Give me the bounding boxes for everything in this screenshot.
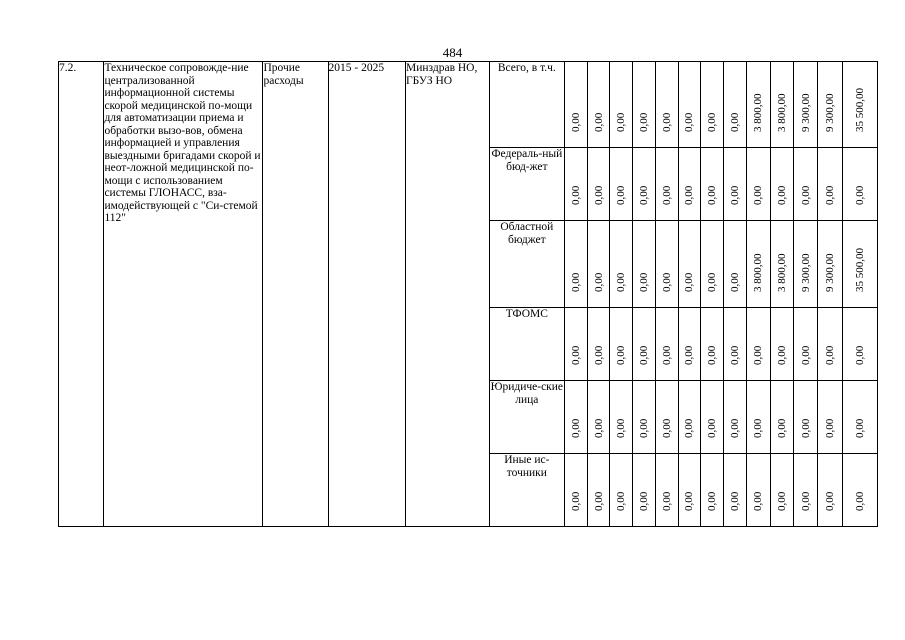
funding-value: 0,00 bbox=[728, 418, 741, 438]
funding-value: 0,00 bbox=[728, 345, 741, 365]
funding-value-cell bbox=[818, 148, 843, 221]
funding-value-cell bbox=[818, 454, 843, 527]
funding-value: 0,00 bbox=[592, 491, 605, 511]
funding-value: 0,00 bbox=[799, 491, 812, 511]
funding-source: Федераль-ный бюд-жет bbox=[489, 148, 564, 221]
funding-value: 0,00 bbox=[823, 491, 836, 511]
funding-value-cell bbox=[701, 454, 724, 527]
funding-value: 0,00 bbox=[752, 491, 765, 511]
funding-value-cell bbox=[724, 454, 747, 527]
funding-value: 0,00 bbox=[706, 112, 719, 132]
funding-value: 0,00 bbox=[569, 345, 582, 365]
funding-value: 0,00 bbox=[775, 418, 788, 438]
funding-value: 0,00 bbox=[592, 345, 605, 365]
funding-value: 0,00 bbox=[660, 345, 673, 365]
funding-value-cell bbox=[587, 381, 610, 454]
funding-value-cell bbox=[565, 62, 588, 148]
funding-value: 0,00 bbox=[706, 418, 719, 438]
funding-value-cell bbox=[655, 221, 678, 308]
funding-source: Всего, в т.ч. bbox=[489, 62, 564, 148]
expense-type: Прочие расходы bbox=[263, 62, 328, 527]
funding-value: 0,00 bbox=[569, 185, 582, 205]
funding-value-cell bbox=[610, 148, 633, 221]
funding-value-cell bbox=[842, 454, 877, 527]
funding-value: 0,00 bbox=[683, 272, 696, 292]
funding-value: 0,00 bbox=[706, 185, 719, 205]
funding-value-cell bbox=[633, 454, 656, 527]
funding-value-cell bbox=[678, 308, 701, 381]
funding-value-cell bbox=[794, 308, 818, 381]
funding-value: 0,00 bbox=[615, 491, 628, 511]
funding-value: 0,00 bbox=[683, 418, 696, 438]
funding-value-cell bbox=[565, 148, 588, 221]
funding-value: 0,00 bbox=[853, 491, 866, 511]
funding-value-cell bbox=[587, 62, 610, 148]
funding-value: 0,00 bbox=[775, 491, 788, 511]
funding-value: 0,00 bbox=[638, 185, 651, 205]
funding-value-cell bbox=[842, 308, 877, 381]
page-number: 484 bbox=[442, 45, 463, 60]
funding-value: 0,00 bbox=[706, 491, 719, 511]
funding-value-cell bbox=[610, 62, 633, 148]
funding-value: 0,00 bbox=[728, 272, 741, 292]
funding-value: 0,00 bbox=[638, 272, 651, 292]
funding-value-cell bbox=[701, 62, 724, 148]
funding-value: 0,00 bbox=[615, 345, 628, 365]
funding-value-cell bbox=[724, 62, 747, 148]
funding-value: 0,00 bbox=[569, 491, 582, 511]
funding-table bbox=[58, 61, 878, 527]
funding-value: 0,00 bbox=[823, 345, 836, 365]
funding-value: 3 800,00 bbox=[752, 253, 765, 292]
funding-value: 0,00 bbox=[638, 112, 651, 132]
funding-value-cell bbox=[701, 221, 724, 308]
funding-value-cell bbox=[701, 381, 724, 454]
funding-value: 9 300,00 bbox=[823, 93, 836, 132]
funding-value-cell bbox=[818, 62, 843, 148]
funding-value: 0,00 bbox=[683, 112, 696, 132]
funding-value-cell bbox=[610, 308, 633, 381]
funding-value: 3 800,00 bbox=[775, 253, 788, 292]
funding-source: Юридиче-ские лица bbox=[489, 381, 564, 454]
funding-value: 0,00 bbox=[853, 345, 866, 365]
funding-value-cell bbox=[724, 381, 747, 454]
funding-value: 35 500,00 bbox=[853, 248, 866, 292]
funding-value: 0,00 bbox=[752, 345, 765, 365]
funding-value-cell bbox=[565, 308, 588, 381]
funding-source: ТФОМС bbox=[489, 308, 564, 381]
funding-value: 0,00 bbox=[569, 112, 582, 132]
funding-value: 0,00 bbox=[660, 272, 673, 292]
funding-value: 0,00 bbox=[728, 491, 741, 511]
funding-value: 0,00 bbox=[615, 112, 628, 132]
program-name: Техническое сопровожде-ние централизованной информационной системы скорой медицинской по-мощи для автоматизации приема и обработки вызо-вов, обмена информацией и управления выездными бригадами скорой и неот-ложной медицинской по-мощи с использованием системы ГЛОНАСС, вза-имодействующей с "Си-стемой 112" bbox=[104, 62, 263, 527]
funding-value-cell bbox=[701, 308, 724, 381]
funding-value-cell bbox=[770, 308, 794, 381]
funding-value-cell bbox=[587, 454, 610, 527]
funding-value: 0,00 bbox=[592, 272, 605, 292]
funding-value: 0,00 bbox=[823, 185, 836, 205]
funding-value: 9 300,00 bbox=[799, 93, 812, 132]
funding-value: 0,00 bbox=[853, 418, 866, 438]
funding-value-cell bbox=[842, 221, 877, 308]
funding-table-body bbox=[59, 62, 878, 527]
funding-value-cell bbox=[724, 221, 747, 308]
funding-value-cell bbox=[842, 148, 877, 221]
funding-value-cell bbox=[794, 454, 818, 527]
funding-value-cell bbox=[746, 62, 770, 148]
funding-value-cell bbox=[770, 148, 794, 221]
funding-value-cell bbox=[724, 308, 747, 381]
funding-value: 0,00 bbox=[683, 185, 696, 205]
funding-value: 0,00 bbox=[592, 418, 605, 438]
funding-value-cell bbox=[655, 381, 678, 454]
funding-value: 0,00 bbox=[615, 272, 628, 292]
funding-value: 0,00 bbox=[799, 185, 812, 205]
funding-value-cell bbox=[701, 148, 724, 221]
program-number: 7.2. bbox=[59, 62, 104, 527]
funding-value: 0,00 bbox=[615, 185, 628, 205]
funding-value: 0,00 bbox=[853, 185, 866, 205]
funding-value-cell bbox=[746, 454, 770, 527]
funding-value-cell bbox=[633, 148, 656, 221]
funding-value: 0,00 bbox=[592, 185, 605, 205]
funding-value: 0,00 bbox=[775, 345, 788, 365]
funding-value-cell bbox=[818, 308, 843, 381]
funding-value-cell bbox=[770, 221, 794, 308]
funding-value-cell bbox=[770, 62, 794, 148]
funding-value: 9 300,00 bbox=[799, 253, 812, 292]
funding-value: 0,00 bbox=[752, 185, 765, 205]
funding-value-cell bbox=[794, 381, 818, 454]
funding-value-cell bbox=[746, 381, 770, 454]
funding-value-cell bbox=[842, 381, 877, 454]
funding-value-cell bbox=[678, 148, 701, 221]
funding-value: 0,00 bbox=[706, 345, 719, 365]
funding-value: 0,00 bbox=[638, 418, 651, 438]
funding-value-cell bbox=[770, 454, 794, 527]
funding-value: 0,00 bbox=[660, 112, 673, 132]
funding-value: 0,00 bbox=[638, 345, 651, 365]
funding-value-cell bbox=[678, 381, 701, 454]
funding-value: 35 500,00 bbox=[853, 88, 866, 132]
funding-value-cell bbox=[818, 381, 843, 454]
funding-value-cell bbox=[633, 62, 656, 148]
funding-value: 0,00 bbox=[752, 418, 765, 438]
funding-value-cell bbox=[818, 221, 843, 308]
funding-value-cell bbox=[842, 62, 877, 148]
funding-value-cell bbox=[678, 221, 701, 308]
funding-value-cell bbox=[610, 221, 633, 308]
funding-value-cell bbox=[724, 148, 747, 221]
funding-value: 0,00 bbox=[569, 418, 582, 438]
table-row bbox=[59, 62, 878, 148]
funding-value-cell bbox=[565, 454, 588, 527]
funding-value: 0,00 bbox=[799, 345, 812, 365]
funding-value-cell bbox=[655, 308, 678, 381]
funding-value: 0,00 bbox=[660, 491, 673, 511]
funding-source: Областной бюджет bbox=[489, 221, 564, 308]
funding-value-cell bbox=[587, 221, 610, 308]
program-executor: Минздрав НО, ГБУЗ НО bbox=[406, 62, 490, 527]
funding-source: Иные ис-точники bbox=[489, 454, 564, 527]
funding-value: 0,00 bbox=[638, 491, 651, 511]
funding-value-cell bbox=[565, 381, 588, 454]
funding-value: 0,00 bbox=[799, 418, 812, 438]
funding-value-cell bbox=[678, 62, 701, 148]
funding-value: 0,00 bbox=[775, 185, 788, 205]
funding-value-cell bbox=[655, 454, 678, 527]
program-period: 2015 - 2025 bbox=[328, 62, 405, 527]
funding-value: 9 300,00 bbox=[823, 253, 836, 292]
funding-value-cell bbox=[633, 221, 656, 308]
funding-value-cell bbox=[587, 148, 610, 221]
funding-value-cell bbox=[794, 62, 818, 148]
funding-value: 0,00 bbox=[615, 418, 628, 438]
funding-value-cell bbox=[770, 381, 794, 454]
funding-value: 0,00 bbox=[728, 112, 741, 132]
funding-value-cell bbox=[746, 148, 770, 221]
funding-value-cell bbox=[633, 381, 656, 454]
funding-value-cell bbox=[655, 62, 678, 148]
funding-value: 0,00 bbox=[823, 418, 836, 438]
funding-value-cell bbox=[610, 381, 633, 454]
funding-value-cell bbox=[655, 148, 678, 221]
funding-value-cell bbox=[794, 148, 818, 221]
funding-value: 0,00 bbox=[660, 418, 673, 438]
funding-value-cell bbox=[610, 454, 633, 527]
funding-value: 0,00 bbox=[728, 185, 741, 205]
funding-value-cell bbox=[678, 454, 701, 527]
funding-value: 3 800,00 bbox=[775, 93, 788, 132]
funding-value: 0,00 bbox=[660, 185, 673, 205]
funding-value: 3 800,00 bbox=[752, 93, 765, 132]
funding-value-cell bbox=[633, 308, 656, 381]
funding-value-cell bbox=[746, 221, 770, 308]
funding-value-cell bbox=[565, 221, 588, 308]
funding-value-cell bbox=[794, 221, 818, 308]
funding-value: 0,00 bbox=[592, 112, 605, 132]
funding-value: 0,00 bbox=[569, 272, 582, 292]
funding-value-cell bbox=[746, 308, 770, 381]
funding-value: 0,00 bbox=[706, 272, 719, 292]
funding-value: 0,00 bbox=[683, 491, 696, 511]
funding-value: 0,00 bbox=[683, 345, 696, 365]
funding-value-cell bbox=[587, 308, 610, 381]
